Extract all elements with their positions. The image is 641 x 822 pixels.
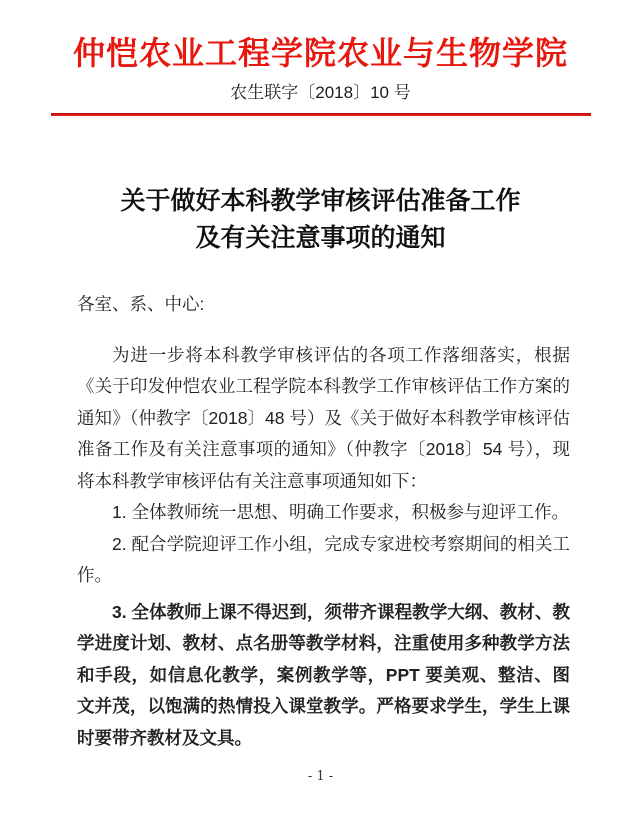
paragraph-intro: 为进一步将本科教学审核评估的各项工作落细落实，根据《关于印发仲恺农业工程学院本科教学工作审核评估工作方案的通知》（仲教字〔2018〕48 号）及《关于做好本科教学审核评估准备工作及有关注意事项的通知》（仲教字〔2018〕54 号），现将本科教学审核评估有关注意事项通知如下： [77, 344, 570, 491]
notice-title [0, 116, 641, 257]
notice-content [0, 289, 641, 754]
paragraph-item-2: 2. 配合学院迎评工作小组，完成专家进校考察期间的相关工作。 [77, 533, 570, 585]
paragraph-item-1: 1. 全体教师统一思想、明确工作要求，积极参与迎评工作。 [112, 502, 569, 522]
salutation: 各室、系、中心: [77, 294, 205, 314]
document-body [0, 116, 641, 754]
notice-title-line1: 关于做好本科教学审核评估准备工作 [120, 187, 521, 215]
notice-title-line2: 及有关注意事项的通知 [195, 224, 446, 252]
document-header [0, 0, 641, 116]
page-number: - 1 - [307, 769, 334, 784]
doc-number: 农生联字〔2018〕10 号 [230, 83, 411, 102]
paragraph-item-3: 3. 全体教师上课不得迟到，须带齐课程教学大纲、教材、教学进度计划、教材、点名册等教学材料，注重使用多种教学方法和手段，如信息化教学，案例教学等，PPT 要美观、整洁、图文并茂，以饱满的热情投入课堂教学。严格要求学生，学生上课时要带齐教材及文具。 [77, 601, 570, 748]
org-title: 仲恺农业工程学院农业与生物学院 [72, 35, 568, 71]
